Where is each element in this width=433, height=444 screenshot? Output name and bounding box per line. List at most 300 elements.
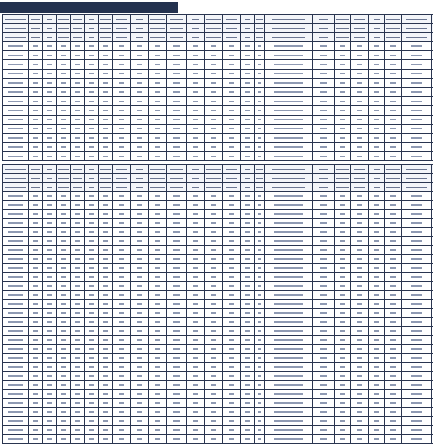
table-cell (43, 106, 57, 115)
table-cell (113, 228, 131, 237)
table-cell (43, 435, 57, 444)
table-cell (43, 60, 57, 69)
table-cell (57, 78, 71, 87)
table-cell (255, 408, 265, 417)
table-cell (265, 426, 313, 435)
header-cell (369, 24, 385, 33)
table-cell (241, 417, 255, 426)
table-cell (99, 417, 113, 426)
table-cell (402, 318, 432, 327)
table-cell (205, 399, 223, 408)
table-cell (402, 51, 432, 60)
table-cell (265, 345, 313, 354)
table-cell (313, 69, 335, 78)
table-cell (255, 255, 265, 264)
table-cell (205, 42, 223, 51)
table-cell (131, 246, 149, 255)
table-cell (85, 282, 99, 291)
table-cell (113, 309, 131, 318)
table-cell (385, 363, 402, 372)
table-cell (205, 336, 223, 345)
table-cell (43, 318, 57, 327)
table-cell (385, 318, 402, 327)
table-cell (205, 372, 223, 381)
header-cell (205, 183, 223, 192)
table-cell (351, 97, 369, 106)
table-cell (241, 309, 255, 318)
table-cell (223, 228, 241, 237)
table-cell (265, 228, 313, 237)
table-cell (57, 69, 71, 78)
table-cell (241, 60, 255, 69)
table-cell (385, 115, 402, 124)
table-cell (402, 282, 432, 291)
header-cell (385, 33, 402, 42)
table-cell (205, 273, 223, 282)
table-cell (223, 42, 241, 51)
table-cell (223, 372, 241, 381)
header-cell (265, 33, 313, 42)
table-cell (351, 219, 369, 228)
table-cell (187, 390, 205, 399)
table-cell (99, 426, 113, 435)
table-cell (265, 399, 313, 408)
table-cell (57, 42, 71, 51)
table-cell (113, 97, 131, 106)
header-cell (131, 15, 149, 24)
header-cell (369, 15, 385, 24)
table-cell (85, 115, 99, 124)
table-cell (402, 255, 432, 264)
table-cell (113, 300, 131, 309)
table-cell (402, 435, 432, 444)
table-cell (255, 124, 265, 133)
table-cell (29, 255, 43, 264)
table-cell (187, 246, 205, 255)
table-cell (71, 228, 85, 237)
header-cell (351, 24, 369, 33)
table-cell (85, 309, 99, 318)
table-cell (187, 273, 205, 282)
table-cell (265, 273, 313, 282)
table-cell (187, 309, 205, 318)
table-cell (149, 336, 167, 345)
table-cell (265, 210, 313, 219)
table-cell (351, 408, 369, 417)
table-cell (43, 69, 57, 78)
table-cell (167, 417, 187, 426)
table-cell (385, 345, 402, 354)
table-cell (29, 69, 43, 78)
table-cell (265, 264, 313, 273)
table-cell (131, 426, 149, 435)
table-cell (265, 282, 313, 291)
table-cell (223, 152, 241, 161)
table-cell (187, 399, 205, 408)
header-cell (351, 183, 369, 192)
table-cell (43, 426, 57, 435)
table-cell (351, 78, 369, 87)
table-cell (265, 327, 313, 336)
header-cell (187, 165, 205, 174)
table-cell (369, 69, 385, 78)
header-cell (351, 165, 369, 174)
table-cell (265, 133, 313, 142)
table-cell (187, 300, 205, 309)
table-cell (99, 201, 113, 210)
table-cell (313, 192, 335, 201)
table-cell (255, 106, 265, 115)
table-cell (223, 435, 241, 444)
table-cell (369, 87, 385, 96)
table-cell (402, 133, 432, 142)
table-cell (223, 192, 241, 201)
table-cell (187, 152, 205, 161)
table-cell (71, 390, 85, 399)
table-cell (205, 345, 223, 354)
table-cell (57, 408, 71, 417)
table-cell (223, 124, 241, 133)
table-cell (335, 282, 351, 291)
header-cell (29, 174, 43, 183)
table-cell (43, 264, 57, 273)
table-cell (187, 291, 205, 300)
table-row (3, 273, 433, 282)
table-cell (369, 42, 385, 51)
table-cell (265, 390, 313, 399)
header-cell (313, 174, 335, 183)
table-cell (71, 399, 85, 408)
table-cell (3, 42, 29, 51)
table-cell (241, 78, 255, 87)
table-cell (3, 69, 29, 78)
table-cell (29, 390, 43, 399)
table-cell (223, 282, 241, 291)
header-cell (255, 174, 265, 183)
table-cell (351, 273, 369, 282)
table-cell (241, 201, 255, 210)
table-cell (3, 327, 29, 336)
header-cell (335, 165, 351, 174)
table-row (3, 435, 433, 444)
table-cell (85, 354, 99, 363)
table-cell (265, 143, 313, 152)
table-cell (113, 318, 131, 327)
table-cell (351, 264, 369, 273)
table-cell (113, 291, 131, 300)
table-cell (3, 255, 29, 264)
header-cell (402, 24, 432, 33)
table-cell (187, 219, 205, 228)
table-row (3, 300, 433, 309)
table-cell (335, 69, 351, 78)
header-cell (71, 33, 85, 42)
table-cell (255, 327, 265, 336)
table-cell (167, 291, 187, 300)
spec-table-top (2, 14, 433, 161)
table-cell (241, 372, 255, 381)
table-row (3, 78, 433, 87)
header-cell (29, 165, 43, 174)
table-cell (369, 219, 385, 228)
table-cell (313, 435, 335, 444)
table-cell (85, 435, 99, 444)
table-cell (57, 97, 71, 106)
table-cell (3, 228, 29, 237)
header-cell (43, 15, 57, 24)
table-cell (335, 228, 351, 237)
table-cell (385, 372, 402, 381)
header-cell (167, 24, 187, 33)
table-cell (85, 124, 99, 133)
table-cell (167, 264, 187, 273)
table-row (3, 354, 433, 363)
table-cell (205, 327, 223, 336)
table-cell (99, 309, 113, 318)
table-cell (313, 237, 335, 246)
table-cell (351, 237, 369, 246)
table-cell (241, 363, 255, 372)
table-cell (205, 210, 223, 219)
table-cell (385, 408, 402, 417)
table-cell (71, 426, 85, 435)
table-cell (223, 264, 241, 273)
table-cell (402, 372, 432, 381)
table-cell (71, 237, 85, 246)
table-cell (3, 273, 29, 282)
table-cell (255, 426, 265, 435)
header-cell (85, 24, 99, 33)
header-cell (113, 33, 131, 42)
header-cell (369, 33, 385, 42)
table-cell (71, 51, 85, 60)
table-cell (223, 51, 241, 60)
table-cell (57, 282, 71, 291)
table-cell (29, 318, 43, 327)
table-cell (29, 87, 43, 96)
table-cell (149, 106, 167, 115)
table-cell (402, 273, 432, 282)
table-cell (57, 51, 71, 60)
table-cell (241, 237, 255, 246)
table-cell (187, 115, 205, 124)
table-cell (385, 192, 402, 201)
table-cell (205, 426, 223, 435)
table-cell (335, 237, 351, 246)
table-cell (223, 354, 241, 363)
header-cell (71, 174, 85, 183)
header-cell (313, 33, 335, 42)
table-cell (313, 246, 335, 255)
table-cell (255, 143, 265, 152)
table-cell (131, 408, 149, 417)
table-cell (99, 390, 113, 399)
table-cell (29, 237, 43, 246)
table-cell (167, 309, 187, 318)
table-cell (57, 300, 71, 309)
table-cell (43, 345, 57, 354)
table-cell (385, 300, 402, 309)
table-cell (3, 210, 29, 219)
header-cell (265, 15, 313, 24)
table-cell (369, 192, 385, 201)
table-cell (385, 87, 402, 96)
table-cell (313, 282, 335, 291)
table-cell (255, 291, 265, 300)
table-cell (71, 273, 85, 282)
table-cell (241, 255, 255, 264)
table-cell (313, 273, 335, 282)
table-cell (335, 51, 351, 60)
header-cell (187, 174, 205, 183)
table-cell (313, 381, 335, 390)
table-cell (113, 264, 131, 273)
table-row (3, 210, 433, 219)
table-cell (113, 192, 131, 201)
table-cell (29, 417, 43, 426)
table-cell (223, 291, 241, 300)
table-cell (149, 318, 167, 327)
table-cell (205, 363, 223, 372)
table-cell (85, 345, 99, 354)
header-row (3, 15, 433, 24)
table-cell (113, 106, 131, 115)
table-cell (241, 219, 255, 228)
table-cell (187, 255, 205, 264)
table-cell (113, 133, 131, 142)
table-cell (265, 60, 313, 69)
table-row (3, 124, 433, 133)
table-cell (3, 390, 29, 399)
table-cell (369, 345, 385, 354)
table-row (3, 399, 433, 408)
table-cell (57, 237, 71, 246)
header-cell (99, 15, 113, 24)
table-cell (265, 201, 313, 210)
header-cell (85, 174, 99, 183)
table-cell (167, 210, 187, 219)
table-cell (205, 143, 223, 152)
table-row (3, 255, 433, 264)
table-cell (223, 219, 241, 228)
table-cell (113, 115, 131, 124)
table-cell (265, 354, 313, 363)
table-row (3, 426, 433, 435)
table-cell (335, 417, 351, 426)
header-cell (351, 15, 369, 24)
table-cell (99, 282, 113, 291)
table-cell (131, 300, 149, 309)
table-cell (131, 363, 149, 372)
table-cell (255, 60, 265, 69)
table-cell (71, 255, 85, 264)
table-cell (223, 60, 241, 69)
table-cell (85, 78, 99, 87)
table-cell (43, 390, 57, 399)
table-row (3, 309, 433, 318)
table-cell (255, 417, 265, 426)
table-cell (351, 69, 369, 78)
header-cell (99, 183, 113, 192)
table-cell (335, 192, 351, 201)
header-cell (57, 24, 71, 33)
table-cell (57, 309, 71, 318)
table-cell (99, 291, 113, 300)
table-cell (369, 372, 385, 381)
table-cell (85, 381, 99, 390)
table-cell (265, 300, 313, 309)
header-cell (131, 33, 149, 42)
table-cell (29, 219, 43, 228)
table-cell (385, 426, 402, 435)
table-cell (351, 435, 369, 444)
table-cell (223, 201, 241, 210)
table-cell (187, 318, 205, 327)
table-cell (57, 273, 71, 282)
table-cell (205, 106, 223, 115)
table-cell (255, 210, 265, 219)
table-cell (113, 336, 131, 345)
table-cell (187, 345, 205, 354)
table-cell (43, 87, 57, 96)
table-cell (71, 87, 85, 96)
header-cell (255, 165, 265, 174)
table-cell (71, 300, 85, 309)
table-cell (113, 69, 131, 78)
table-cell (29, 408, 43, 417)
table-cell (265, 417, 313, 426)
table-cell (57, 106, 71, 115)
table-row (3, 282, 433, 291)
table-cell (3, 143, 29, 152)
table-cell (335, 390, 351, 399)
table-cell (85, 69, 99, 78)
table-cell (205, 390, 223, 399)
table-cell (29, 115, 43, 124)
table-cell (241, 210, 255, 219)
table-cell (167, 300, 187, 309)
table-cell (402, 426, 432, 435)
table-cell (131, 60, 149, 69)
table-cell (265, 237, 313, 246)
table-cell (43, 399, 57, 408)
table-cell (113, 143, 131, 152)
header-cell (205, 33, 223, 42)
header-cell (402, 33, 432, 42)
table-cell (313, 42, 335, 51)
table-cell (149, 201, 167, 210)
table-cell (113, 255, 131, 264)
table-cell (43, 255, 57, 264)
table-cell (402, 97, 432, 106)
table-cell (402, 390, 432, 399)
header-cell (241, 24, 255, 33)
table-cell (335, 219, 351, 228)
header-cell (71, 183, 85, 192)
table-cell (313, 264, 335, 273)
table-cell (335, 426, 351, 435)
table-cell (241, 336, 255, 345)
table-cell (71, 291, 85, 300)
header-cell (241, 174, 255, 183)
table-cell (369, 51, 385, 60)
header-cell (167, 174, 187, 183)
table-cell (241, 273, 255, 282)
table-cell (255, 97, 265, 106)
table-cell (223, 237, 241, 246)
table-cell (3, 291, 29, 300)
table-row (3, 106, 433, 115)
